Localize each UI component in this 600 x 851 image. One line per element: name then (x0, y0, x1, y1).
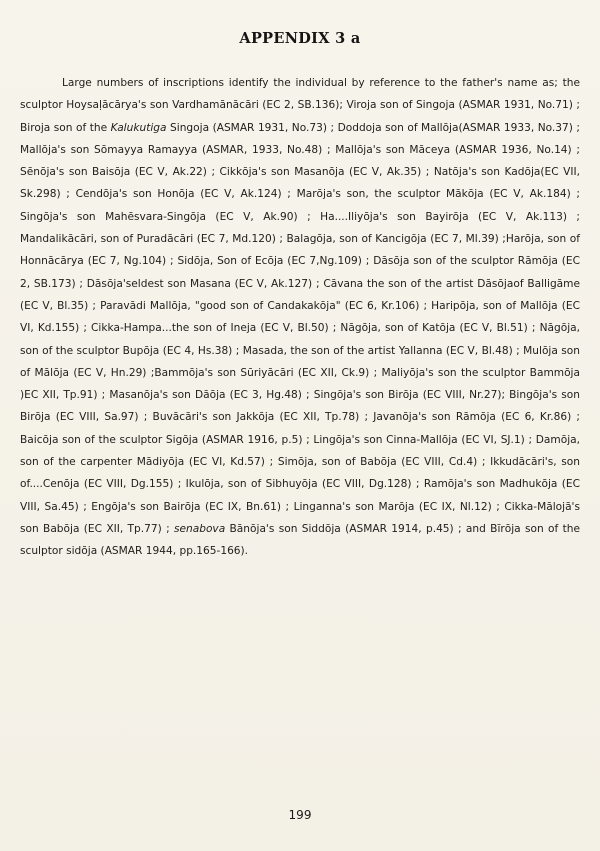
body-text-segment: Bānōja's son Siddōja (ASMAR 1914, p.45) ; and Bīrōja son of the sculptor sidōja (ASMAR 1944, pp.165-166). (20, 522, 580, 558)
appendix-title: APPENDIX 3 a (239, 30, 361, 47)
appendix-body-paragraph (20, 72, 580, 563)
body-text-segment: Singoja (ASMAR 1931, No.73) ; Doddoja son of Mallōja(ASMAR 1933, No.37) ; Mallōja's son Sōmayya Ramayya (ASMAR, 1933, No.48) ; Mallōja's son Māceya (ASMAR 1936, No.14) ; Sēnōja's son Baisōja (EC V, Ak.22) ; Cikkōja's son Masanōja (EC V, Ak.35) ; Natōja's son Kadōja(EC VII, Sk.298) ; Cendōja's son Honōja (EC V, Ak.124) ; Marōja's son, the sculptor Mākōja (EC V, Ak.184) ; Singōja's son Mahēsvara-Singōja (EC V, Ak.90) ; Ha....Iliyōja's son Bayirōja (EC V, Ak.113) ; Mandalikācāri, son of Puradācāri (EC 7, Md.120) ; Balagōja, son of Kancigōja (EC 7, Ml.39) ;Harōja, son of Honnācārya (EC 7, Ng.104) ; Sidōja, Son of Ecōja (EC 7,Ng.109) ; Dāsōja son of the sculptor Rāmōja (EC 2, SB.173) ; Dāsōja'seldest son Masana (EC V, Ak.127) ; Cāvana the son of the artist Dāsōjaof Balligāme (EC V, Bl.35) ; Paravādi Mallōja, "good son of Candakakōja" (EC 6, Kr.106) ; Haripōja, son of Mallōja (EC VI, Kd.155) ; Cikka-Hampa...the son of Ineja (EC V, Bl.50) ; Nāgōja, son of Katōja (EC V, Bl.51) ; Nāgōja, son of the sculptor Bupōja (EC 4, Hs.38) ; Masada, the son of the artist Yallanna (EC V, Bl.48) ; Mulōja son of Mālōja (EC V, Hn.29) ;Bammōja's son Sūriyācāri (EC XII, Ck.9) ; Maliyōja's son the sculptor Bammōja )EC XII, Tp.91) ; Masanōja's son Dāōja (EC 3, Hg.48) ; Singōja's son Birōja (EC VIII, Nr.27); Bingōja's son Birōja (EC VIII, Sa.97) ; Buvācāri's son Jakkōja (EC XII, Tp.78) ; Javanōja's son Rāmōja (EC 6, Kr.86) ; Baicōja son of the sculptor Sigōja (ASMAR 1916, p.5) ; Lingōja's son Cinna-Mallōja (EC VI, SJ.1) ; Damōja, son of the carpenter Mādiyōja (EC VI, Kd.57) ; Simōja, son of Babōja (EC VIII, Cd.4) ; Ikkudācāri's, son of....Cenōja (EC VIII, Dg.155) ; Ikulōja, son of Sibhuyōja (EC VIII, Dg.128) ; Ramōja's son Madhukōja (EC VIII, Sa.45) ; Engōja's son Bairōja (EC IX, Bn.61) ; Linganna's son Marōja (EC IX, Nl.12) ; Cikka-Mālojā's son Babōja (EC XII, Tp.77) ; (20, 121, 580, 535)
page-number: 199 (288, 808, 312, 822)
body-text-segment: Large numbers of inscriptions identify the individual by reference to the father's name as; the sculptor Hoysaḷācārya's son Vardhamānācāri (EC 2, SB.136); Viroja son of Singoja (ASMAR 1931, No.71) ; Biroja son of the (20, 77, 580, 134)
body-italic-term: Kalukutiga (110, 121, 167, 134)
body-italic-term: senabova (173, 522, 226, 535)
